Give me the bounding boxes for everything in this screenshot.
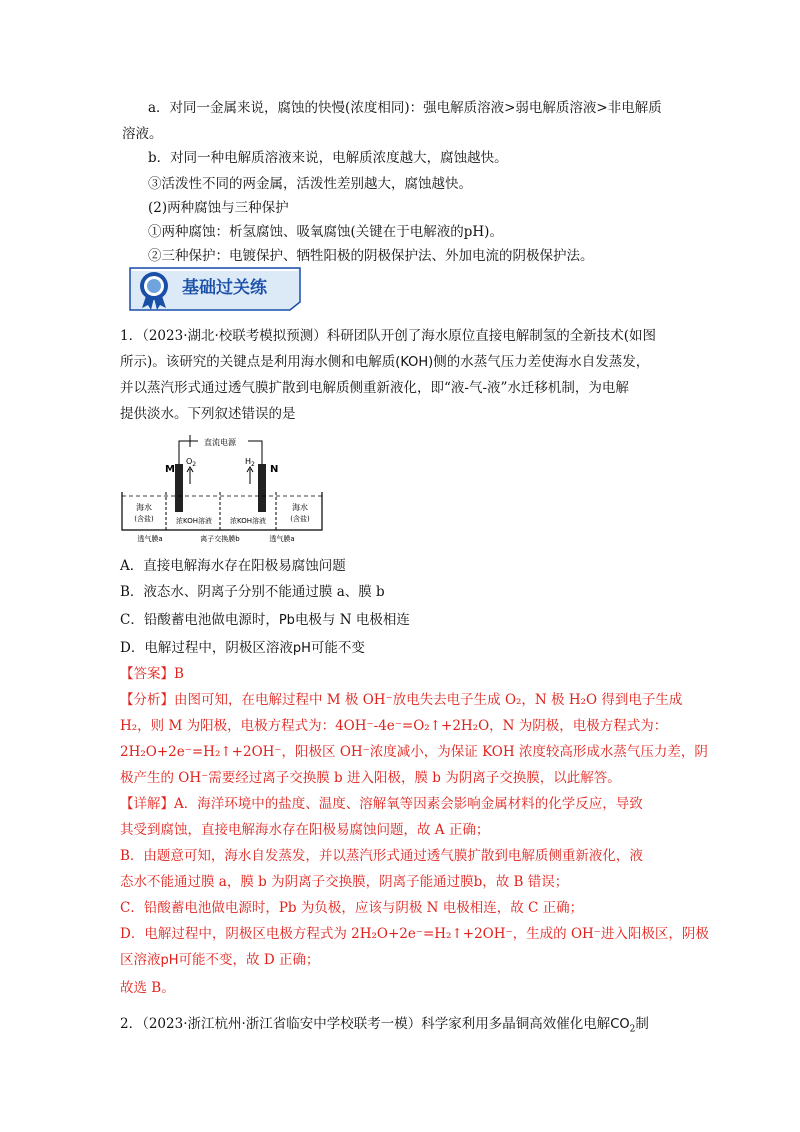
- analysis-line: H₂，则 M 为阳极，电极方程式为：4OH⁻-4e⁻=O₂↑+2H₂O，N 为阴极，电极方程式为：: [120, 718, 668, 734]
- detail-line: 态水不能通过膜 a，膜 b 为阴离子交换膜，阴离子能通过膜b，故 B 错误；: [120, 874, 569, 890]
- seawater-right-label: 海水: [292, 503, 308, 512]
- membrane-ion-label: 离子交换膜b: [200, 535, 240, 543]
- analysis-line: 2H₂O+2e⁻=H₂↑+2OH⁻，阳极区 OH⁻浓度减小，为保证 KOH 浓度较高形成水蒸气压力差，阴: [120, 744, 708, 760]
- detail-line: 【详解】A．海洋环境中的盐度、温度、溶解氧等因素会影响金属材料的化学反应，导致: [120, 796, 643, 812]
- membrane-a-label: 透气膜a: [137, 535, 163, 543]
- question-1-line: 所示)。该研究的关键点是利用海水侧和电解质(KOH)侧的水蒸气压力差使海水自发蒸发，: [120, 354, 650, 370]
- membrane-b-label: 透气膜a: [269, 535, 295, 543]
- salt-right-label: (含盐): [290, 515, 310, 523]
- question-2-line: 2．（2023·浙江杭州·浙江省临安中学校联考一模）科学家利用多晶铜高效催化电解$CO_2$制: [120, 1016, 649, 1035]
- section-label-badge: [124, 262, 306, 312]
- question-1-line: 并以蒸汽形式通过透气膜扩散到电解质侧重新液化，即“液-气-液”水迁移机制，为电解: [120, 380, 629, 396]
- salt-left-label: (含盐): [134, 515, 154, 523]
- text-line: a．对同一金属来说，腐蚀的快慢(浓度相同)：强电解质溶液>弱电解质溶液>非电解质: [148, 100, 662, 116]
- section-label: [124, 262, 306, 312]
- question-1-line: 1．（2023·湖北·校联考模拟预测）科研团队开创了海水原位直接电解制氢的全新技术(如图: [120, 328, 657, 344]
- detail-line: 其受到腐蚀，直接电解海水存在阳极易腐蚀问题，故 A 正确；: [120, 822, 490, 838]
- answer-tag: 【答案】: [120, 666, 174, 682]
- answer-value: B: [174, 666, 184, 682]
- question-1-line: 提供淡水。下列叙述错误的是: [120, 406, 296, 422]
- option-c: C．铅酸蓄电池做电源时，Pb电极与 N 电极相连: [120, 612, 410, 628]
- koh-right-label: 浓KOH溶液: [230, 517, 266, 525]
- answer-line: [120, 664, 680, 684]
- analysis-tag: 【分析】: [120, 692, 174, 708]
- analysis-line: 极产生的 OH⁻需要经过离子交换膜 b 进入阳极，膜 b 为阴离子交换膜，以此解答。: [120, 770, 621, 786]
- text-line: (2)两种腐蚀与三种保护: [148, 200, 289, 216]
- electrode-n-label: N: [270, 464, 279, 475]
- option-b: B．液态水、阴离子分别不能通过膜 a、膜 b: [120, 584, 385, 600]
- electrode-n: [258, 464, 266, 512]
- gas-o2-label: $O_2$: [186, 457, 197, 468]
- option-d: D．电解过程中，阴极区溶液pH可能不变: [120, 640, 365, 656]
- electrolysis-svg: [120, 434, 325, 544]
- text-line: ①两种腐蚀：析氢腐蚀、吸氧腐蚀(关键在于电解液的pH)。: [148, 224, 503, 240]
- koh-left-label: 浓KOH溶液: [176, 517, 212, 525]
- formula-koh: (KOH): [395, 355, 434, 370]
- seawater-left-label: 海水: [136, 503, 152, 512]
- text-line: b．对同一种电解质溶液来说，电解质浓度越大，腐蚀越快。: [148, 150, 508, 166]
- electrolysis-diagram: [120, 434, 325, 544]
- detail-line: B．由题意可知，海水自发蒸发，并以蒸汽形式通过透气膜扩散到电解质侧重新液化，液: [120, 848, 643, 864]
- text-line: ②三种保护：电镀保护、牺牲阳极的阴极保护法、外加电流的阴极保护法。: [148, 248, 594, 264]
- section-label-text: 基础过关练: [182, 278, 267, 298]
- detail-line: C．铅酸蓄电池做电源时，Pb 为负极，应该与阴极 N 电极相连，故 C 正确；: [120, 900, 584, 916]
- detail-line: 区溶液pH可能不变，故 D 正确；: [120, 952, 320, 968]
- gas-h2-label: $H_2$: [245, 457, 255, 468]
- detail-tag: 【详解】: [120, 796, 174, 812]
- detail-line: D．电解过程中，阴极区电极方程式为 2H₂O+2e⁻=H₂↑+2OH⁻，生成的 OH⁻进入阳极区，阴极: [120, 926, 709, 942]
- electrode-m-label: M: [165, 464, 175, 475]
- text-line: 溶液。: [122, 126, 163, 142]
- analysis-line: 【分析】由图可知，在电解过程中 M 极 OH⁻放电失去电子生成 O₂，N 极 H₂O 得到电子生成: [120, 692, 683, 708]
- electrode-m: [175, 464, 183, 512]
- option-a: A．直接电解海水存在阳极易腐蚀问题: [120, 558, 346, 574]
- power-source-label: 直流电源: [204, 438, 236, 447]
- text-line: ③活泼性不同的两金属，活泼性差别越大，腐蚀越快。: [148, 176, 472, 192]
- detail-line: 故选 B。: [120, 980, 175, 996]
